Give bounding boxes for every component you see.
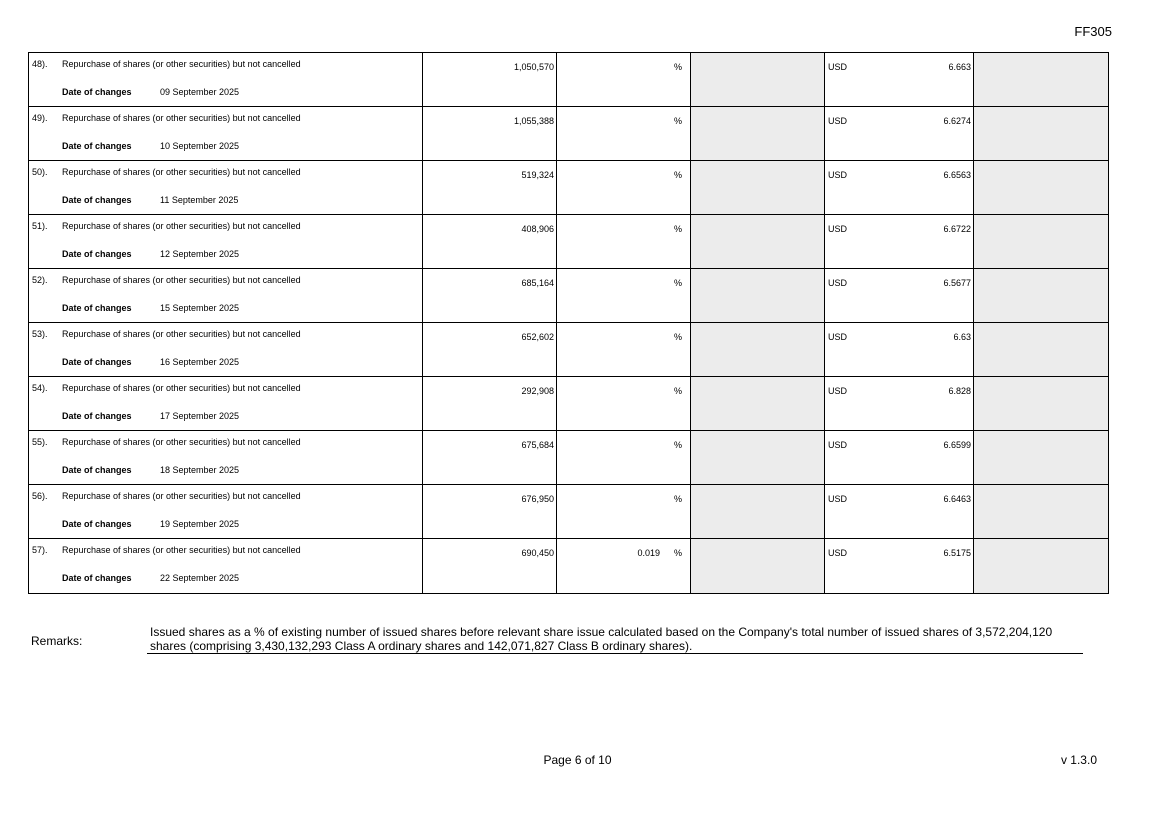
shares-value: 690,450 — [521, 548, 554, 558]
description-cell — [29, 269, 423, 322]
currency-label: USD — [828, 224, 848, 234]
table-row — [29, 431, 1108, 485]
row-number: 50). — [32, 167, 48, 177]
date-of-changes-value: 19 September 2025 — [160, 519, 240, 529]
price-value: 6.6599 — [943, 440, 971, 450]
shaded-cell — [691, 269, 825, 322]
percentage-cell — [557, 539, 691, 593]
description-cell — [29, 485, 423, 538]
description-cell — [29, 107, 423, 160]
price-cell — [825, 485, 974, 538]
shaded-cell — [691, 161, 825, 214]
currency-label: USD — [828, 494, 848, 504]
shaded-cell — [691, 539, 825, 593]
date-of-changes-label: Date of changes — [62, 87, 132, 97]
page-number: Page 6 of 10 — [543, 753, 612, 767]
date-of-changes-label: Date of changes — [62, 195, 132, 205]
description-cell — [29, 431, 423, 484]
price-cell — [825, 431, 974, 484]
shaded-cell — [974, 269, 1108, 322]
percentage-cell — [557, 161, 691, 214]
currency-label: USD — [828, 440, 848, 450]
date-of-changes-label: Date of changes — [62, 303, 132, 313]
shaded-cell — [974, 323, 1108, 376]
price-cell — [825, 269, 974, 322]
shares-cell — [423, 107, 557, 160]
price-value: 6.663 — [948, 62, 971, 72]
remarks-label: Remarks: — [31, 634, 83, 648]
price-value: 6.5175 — [943, 548, 971, 558]
date-of-changes-value: 09 September 2025 — [160, 87, 240, 97]
date-of-changes-label: Date of changes — [62, 573, 132, 583]
shaded-cell — [691, 215, 825, 268]
shares-value: 675,684 — [521, 440, 554, 450]
row-description: Repurchase of shares (or other securities) but not cancelled — [62, 437, 301, 447]
currency-label: USD — [828, 548, 848, 558]
date-of-changes-value: 10 September 2025 — [160, 141, 240, 151]
price-cell — [825, 539, 974, 593]
price-cell — [825, 107, 974, 160]
price-cell — [825, 53, 974, 106]
shaded-cell — [691, 377, 825, 430]
description-cell — [29, 161, 423, 214]
percentage-cell — [557, 53, 691, 106]
percentage-cell — [557, 323, 691, 376]
date-of-changes-label: Date of changes — [62, 249, 132, 259]
description-cell — [29, 377, 423, 430]
row-description: Repurchase of shares (or other securities) but not cancelled — [62, 113, 301, 123]
share-changes-table — [28, 52, 1109, 594]
percentage-cell — [557, 377, 691, 430]
shaded-cell — [974, 53, 1108, 106]
row-description: Repurchase of shares (or other securities) but not cancelled — [62, 491, 301, 501]
price-cell — [825, 215, 974, 268]
date-of-changes-label: Date of changes — [62, 519, 132, 529]
percent-sign: % — [673, 278, 682, 288]
version-label: v 1.3.0 — [1060, 753, 1097, 767]
shares-value: 685,164 — [521, 278, 554, 288]
row-description: Repurchase of shares (or other securities) but not cancelled — [62, 545, 301, 555]
percentage-cell — [557, 215, 691, 268]
date-of-changes-value: 15 September 2025 — [160, 303, 240, 313]
date-of-changes-label: Date of changes — [62, 411, 132, 421]
shares-value: 519,324 — [521, 170, 554, 180]
description-cell — [29, 539, 423, 593]
table-row — [29, 485, 1108, 539]
row-number: 49). — [32, 113, 48, 123]
shares-cell — [423, 539, 557, 593]
row-number: 57). — [32, 545, 48, 555]
row-number: 55). — [32, 437, 48, 447]
currency-label: USD — [828, 386, 848, 396]
percent-sign: % — [673, 548, 682, 558]
shares-cell — [423, 161, 557, 214]
shaded-cell — [974, 485, 1108, 538]
table-row — [29, 107, 1108, 161]
currency-label: USD — [828, 62, 848, 72]
shaded-cell — [974, 107, 1108, 160]
price-cell — [825, 323, 974, 376]
row-number: 51). — [32, 221, 48, 231]
currency-label: USD — [828, 332, 848, 342]
description-cell — [29, 215, 423, 268]
percent-sign: % — [673, 62, 682, 72]
date-of-changes-value: 12 September 2025 — [160, 249, 240, 259]
row-number: 56). — [32, 491, 48, 501]
shares-value: 408,906 — [521, 224, 554, 234]
shaded-cell — [974, 539, 1108, 593]
table-row — [29, 377, 1108, 431]
shares-cell — [423, 431, 557, 484]
price-value: 6.5677 — [943, 278, 971, 288]
date-of-changes-label: Date of changes — [62, 141, 132, 151]
description-cell — [29, 53, 423, 106]
price-value: 6.828 — [948, 386, 971, 396]
percentage-cell — [557, 107, 691, 160]
shares-value: 1,050,570 — [513, 62, 554, 72]
price-value: 6.63 — [953, 332, 971, 342]
price-cell — [825, 377, 974, 430]
percentage-cell — [557, 485, 691, 538]
shares-cell — [423, 485, 557, 538]
shares-cell — [423, 215, 557, 268]
shares-value: 652,602 — [521, 332, 554, 342]
description-cell — [29, 323, 423, 376]
percentage-cell — [557, 431, 691, 484]
percent-sign: % — [673, 440, 682, 450]
table-row — [29, 323, 1108, 377]
date-of-changes-label: Date of changes — [62, 357, 132, 367]
percent-sign: % — [673, 116, 682, 126]
shares-cell — [423, 53, 557, 106]
table-row — [29, 53, 1108, 107]
table-row — [29, 215, 1108, 269]
percent-sign: % — [673, 224, 682, 234]
shaded-cell — [691, 323, 825, 376]
row-description: Repurchase of shares (or other securities) but not cancelled — [62, 167, 301, 177]
row-description: Repurchase of shares (or other securities) but not cancelled — [62, 329, 301, 339]
percent-sign: % — [673, 332, 682, 342]
shaded-cell — [974, 377, 1108, 430]
row-description: Repurchase of shares (or other securities) but not cancelled — [62, 275, 301, 285]
percentage-cell — [557, 269, 691, 322]
currency-label: USD — [828, 116, 848, 126]
form-code: FF305 — [1074, 24, 1112, 39]
shaded-cell — [691, 431, 825, 484]
shares-cell — [423, 323, 557, 376]
shares-value: 1,055,388 — [513, 116, 554, 126]
row-number: 48). — [32, 59, 48, 69]
shaded-cell — [691, 107, 825, 160]
currency-label: USD — [828, 170, 848, 180]
date-of-changes-value: 22 September 2025 — [160, 573, 240, 583]
shares-value: 292,908 — [521, 386, 554, 396]
shaded-cell — [974, 431, 1108, 484]
price-value: 6.6563 — [943, 170, 971, 180]
row-description: Repurchase of shares (or other securities) but not cancelled — [62, 383, 301, 393]
price-value: 6.6722 — [943, 224, 971, 234]
shaded-cell — [691, 485, 825, 538]
shaded-cell — [974, 161, 1108, 214]
shaded-cell — [974, 215, 1108, 268]
row-number: 52). — [32, 275, 48, 285]
currency-label: USD — [828, 278, 848, 288]
shaded-cell — [691, 53, 825, 106]
percent-sign: % — [673, 170, 682, 180]
row-description: Repurchase of shares (or other securities) but not cancelled — [62, 59, 301, 69]
percent-sign: % — [673, 494, 682, 504]
shares-cell — [423, 269, 557, 322]
row-number: 53). — [32, 329, 48, 339]
price-value: 6.6463 — [943, 494, 971, 504]
row-description: Repurchase of shares (or other securities) but not cancelled — [62, 221, 301, 231]
percentage-value: 0.019 — [637, 548, 660, 558]
price-value: 6.6274 — [943, 116, 971, 126]
shares-cell — [423, 377, 557, 430]
date-of-changes-value: 16 September 2025 — [160, 357, 240, 367]
percent-sign: % — [673, 386, 682, 396]
table-row — [29, 161, 1108, 215]
date-of-changes-value: 17 September 2025 — [160, 411, 240, 421]
table-row — [29, 539, 1108, 593]
date-of-changes-label: Date of changes — [62, 465, 132, 475]
price-cell — [825, 161, 974, 214]
date-of-changes-value: 11 September 2025 — [160, 195, 239, 205]
row-number: 54). — [32, 383, 48, 393]
shares-value: 676,950 — [521, 494, 554, 504]
table-row — [29, 269, 1108, 323]
remarks-text: Issued shares as a % of existing number of issued shares before relevant share issue calculated based on the Company's total number of issued shares of 3,572,204,120 shares (comprising 3,430,132,293 Class A ordinary shares and 142,071,827 Class B ordinary shares). — [147, 625, 1083, 654]
date-of-changes-value: 18 September 2025 — [160, 465, 240, 475]
